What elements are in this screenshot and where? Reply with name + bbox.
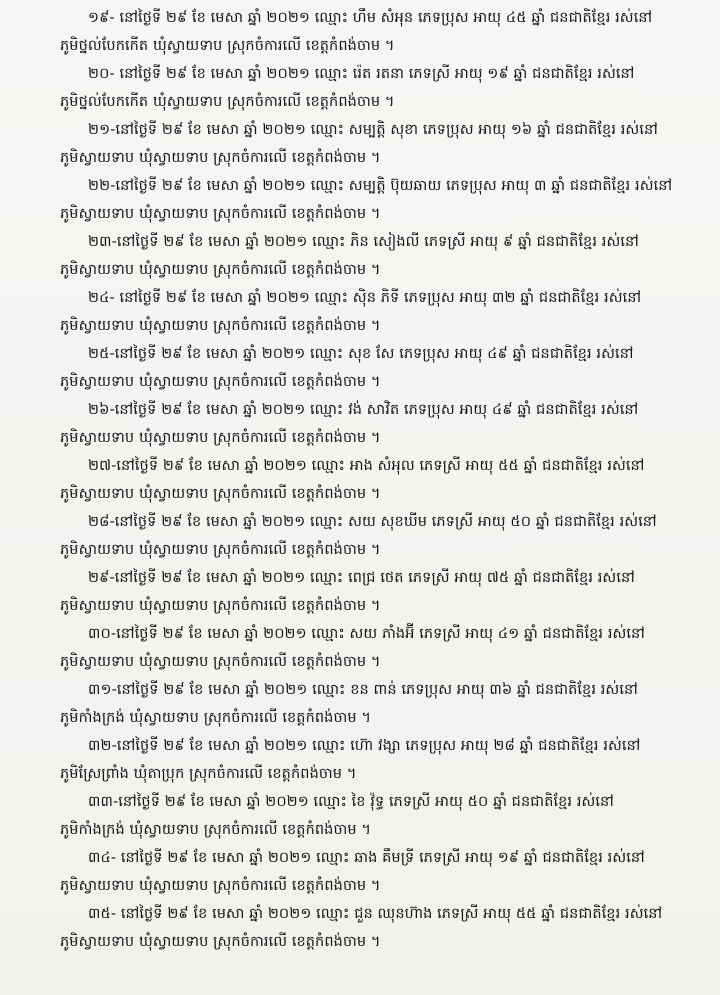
record-entry-first-line: ២៩-នៅថ្ងៃទី ២៩ ខែ មេសា ឆ្នាំ ២០២១ ឈ្មោះ ពេជ្រ ថេត ភេទស្រី អាយុ ៧៥ ឆ្នាំ ជនជាតិខ្មែរ រស់នៅ	[88, 570, 635, 586]
record-entry-address-line: ភូមិស្វាយទាប ឃុំស្វាយទាប ស្រុកចំការលើ ខេត្តកំពង់ចាម ។	[60, 150, 381, 166]
record-entry-first-line: ៣៤- នៅថ្ងៃទី ២៩ ខែ មេសា ឆ្នាំ ២០២១ ឈ្មោះ ឆាង គឹមទ្រី ភេទស្រី អាយុ ១៩ ឆ្នាំ ជនជាតិខ្មែរ រស់នៅ	[88, 850, 645, 866]
record-entry-first-line: ២៥-នៅថ្ងៃទី ២៩ ខែ មេសា ឆ្នាំ ២០២១ ឈ្មោះ សុខ សែ ភេទប្រុស អាយុ ៤៩ ឆ្នាំ ជនជាតិខ្មែរ រស់នៅ	[88, 346, 634, 362]
record-entry-first-line: ២៨-នៅថ្ងៃទី ២៩ ខែ មេសា ឆ្នាំ ២០២១ ឈ្មោះ សយ សុខឃីម ភេទស្រី អាយុ ៥០ ឆ្នាំ ជនជាតិខ្មែរ រស់នៅ	[88, 514, 657, 530]
record-entry	[60, 116, 706, 172]
record-entry	[60, 340, 706, 396]
record-entry-address-line: ភូមិស្វាយទាប ឃុំស្វាយទាប ស្រុកចំការលើ ខេត្តកំពង់ចាម ។	[60, 262, 381, 278]
record-entry-first-line: ២៣-នៅថ្ងៃទី ២៩ ខែ មេសា ឆ្នាំ ២០២១ ឈ្មោះ ភិន សៀងលី ភេទស្រី អាយុ ៩ ឆ្នាំ ជនជាតិខ្មែរ រស់នៅ	[88, 234, 639, 250]
record-entry-first-line: ២៤- នៅថ្ងៃទី ២៩ ខែ មេសា ឆ្នាំ ២០២១ ឈ្មោះ ស៊ិន ភិទី ភេទប្រុស អាយុ ៣២ ឆ្នាំ ជនជាតិខ្មែរ រស់នៅ	[88, 290, 642, 306]
record-entry-address-line: ភូមិស្វាយទាប ឃុំស្វាយទាប ស្រុកចំការលើ ខេត្តកំពង់ចាម ។	[60, 206, 381, 222]
record-entry-address-line: ភូមិស្វាយទាប ឃុំស្វាយទាប ស្រុកចំការលើ ខេត្តកំពង់ចាម ។	[60, 654, 381, 670]
record-entry-address-line: ភូមិកាំងក្រង់ ឃុំស្វាយទាប ស្រុកចំការលើ ខេត្តកំពង់ចាម ។	[60, 822, 372, 838]
record-entry-first-line: ២៦-នៅថ្ងៃទី ២៩ ខែ មេសា ឆ្នាំ ២០២១ ឈ្មោះ វង់ សាវិត ភេទប្រុស អាយុ ៤៩ ឆ្នាំ ជនជាតិខ្មែរ រស់នៅ	[88, 402, 639, 418]
record-entry	[60, 564, 706, 620]
record-entry-first-line: ២៧-នៅថ្ងៃទី ២៩ ខែ មេសា ឆ្នាំ ២០២១ ឈ្មោះ អាង សំអុល ភេទស្រី អាយុ ៥៥ ឆ្នាំ ជនជាតិខ្មែរ រស់នៅ	[88, 458, 645, 474]
record-entry-first-line: ១៩- នៅថ្ងៃទី ២៩ ខែ មេសា ឆ្នាំ ២០២១ ឈ្មោះ ហឹម សំអុន ភេទប្រុស អាយុ ៤៥ ឆ្នាំ ជនជាតិខ្មែរ រស់នៅ	[88, 10, 653, 26]
record-entry	[60, 676, 706, 732]
record-entry-address-line: ភូមិស្វាយទាប ឃុំស្វាយទាប ស្រុកចំការលើ ខេត្តកំពង់ចាម ។	[60, 542, 381, 558]
record-entry-address-line: ភូមិស្វាយទាប ឃុំស្វាយទាប ស្រុកចំការលើ ខេត្តកំពង់ចាម ។	[60, 318, 381, 334]
record-entry	[60, 844, 706, 900]
record-entry-first-line: ៣៥- នៅថ្ងៃទី ២៩ ខែ មេសា ឆ្នាំ ២០២១ ឈ្មោះ ជួន ឈុនហ៊ាង ភេទស្រី អាយុ ៥៥ ឆ្នាំ ជនជាតិខ្មែរ រស់នៅ	[88, 906, 663, 922]
record-entry	[60, 396, 706, 452]
record-entry	[60, 732, 706, 788]
record-entry-address-line: ភូមិថ្នល់បែកកើត ឃុំស្វាយទាប ស្រុកចំការលើ ខេត្តកំពង់ចាម ។	[60, 94, 395, 110]
record-entry-address-line: ភូមិកាំងក្រង់ ឃុំស្វាយទាប ស្រុកចំការលើ ខេត្តកំពង់ចាម ។	[60, 710, 372, 726]
record-entry-first-line: ៣១-នៅថ្ងៃទី ២៩ ខែ មេសា ឆ្នាំ ២០២១ ឈ្មោះ ខន ពាន់ ភេទប្រុស អាយុ ៣៦ ឆ្នាំ ជនជាតិខ្មែរ រស់នៅ	[88, 682, 638, 698]
record-entry-address-line: ភូមិស្រែព្រាំង ឃុំតាប្រុក ស្រុកចំការលើ ខេត្តកំពង់ចាម ។	[60, 766, 357, 782]
record-entry-first-line: ២១-នៅថ្ងៃទី ២៩ ខែ មេសា ឆ្នាំ ២០២១ ឈ្មោះ សម្បត្តិ សុខា ភេទប្រុស អាយុ ១៦ ឆ្នាំ ជនជាតិខ្មែរ រស់នៅ	[88, 122, 658, 138]
record-entry-address-line: ភូមិស្វាយទាប ឃុំស្វាយទាប ស្រុកចំការលើ ខេត្តកំពង់ចាម ។	[60, 486, 381, 502]
record-entry-address-line: ភូមិស្វាយទាប ឃុំស្វាយទាប ស្រុកចំការលើ ខេត្តកំពង់ចាម ។	[60, 878, 381, 894]
record-entry-first-line: ៣២-នៅថ្ងៃទី ២៩ ខែ មេសា ឆ្នាំ ២០២១ ឈ្មោះ ហ៊ោ វង្សា ភេទប្រុស អាយុ ២៨ ឆ្នាំ ជនជាតិខ្មែរ រស់នៅ	[88, 738, 641, 754]
record-entry-address-line: ភូមិស្វាយទាប ឃុំស្វាយទាប ស្រុកចំការលើ ខេត្តកំពង់ចាម ។	[60, 934, 381, 950]
record-entry-address-line: ភូមិស្វាយទាប ឃុំស្វាយទាប ស្រុកចំការលើ ខេត្តកំពង់ចាម ។	[60, 430, 381, 446]
record-entry	[60, 172, 706, 228]
record-entry-first-line: ៣០-នៅថ្ងៃទី ២៩ ខែ មេសា ឆ្នាំ ២០២១ ឈ្មោះ សយ ភាំងអ៊ី ភេទស្រី អាយុ ៤១ ឆ្នាំ ជនជាតិខ្មែរ រស់នៅ	[88, 626, 645, 642]
record-entry-address-line: ភូមិថ្នល់បែកកើត ឃុំស្វាយទាប ស្រុកចំការលើ ខេត្តកំពង់ចាម ។	[60, 38, 395, 54]
record-entry	[60, 284, 706, 340]
record-entry-address-line: ភូមិស្វាយទាប ឃុំស្វាយទាប ស្រុកចំការលើ ខេត្តកំពង់ចាម ។	[60, 598, 381, 614]
record-entry-address-line: ភូមិស្វាយទាប ឃុំស្វាយទាប ស្រុកចំការលើ ខេត្តកំពង់ចាម ។	[60, 374, 381, 390]
record-entry	[60, 900, 706, 956]
record-entry	[60, 228, 706, 284]
record-entry	[60, 4, 706, 60]
record-entry	[60, 60, 706, 116]
record-entry	[60, 508, 706, 564]
record-entry-first-line: ២០- នៅថ្ងៃទី ២៩ ខែ មេសា ឆ្នាំ ២០២១ ឈ្មោះ រ៉េត រតនា ភេទស្រី អាយុ ១៩ ឆ្នាំ ជនជាតិខ្មែរ រស់នៅ	[88, 66, 635, 82]
record-entry	[60, 788, 706, 844]
record-entry	[60, 452, 706, 508]
record-entry	[60, 620, 706, 676]
record-entry-first-line: ២២-នៅថ្ងៃទី ២៩ ខែ មេសា ឆ្នាំ ២០២១ ឈ្មោះ សម្បត្តិ ប៊ុយឆាយ ភេទប្រុស អាយុ ៣ ឆ្នាំ ជនជាតិខ្មែរ រស់នៅ	[88, 178, 673, 194]
record-entry-first-line: ៣៣-នៅថ្ងៃទី ២៩ ខែ មេសា ឆ្នាំ ២០២១ ឈ្មោះ ខៃ វ៉ុទ្ធ ភេទស្រី អាយុ ៥០ ឆ្នាំ ជនជាតិខ្មែរ រស់នៅ	[88, 794, 614, 810]
document-body	[60, 4, 706, 956]
